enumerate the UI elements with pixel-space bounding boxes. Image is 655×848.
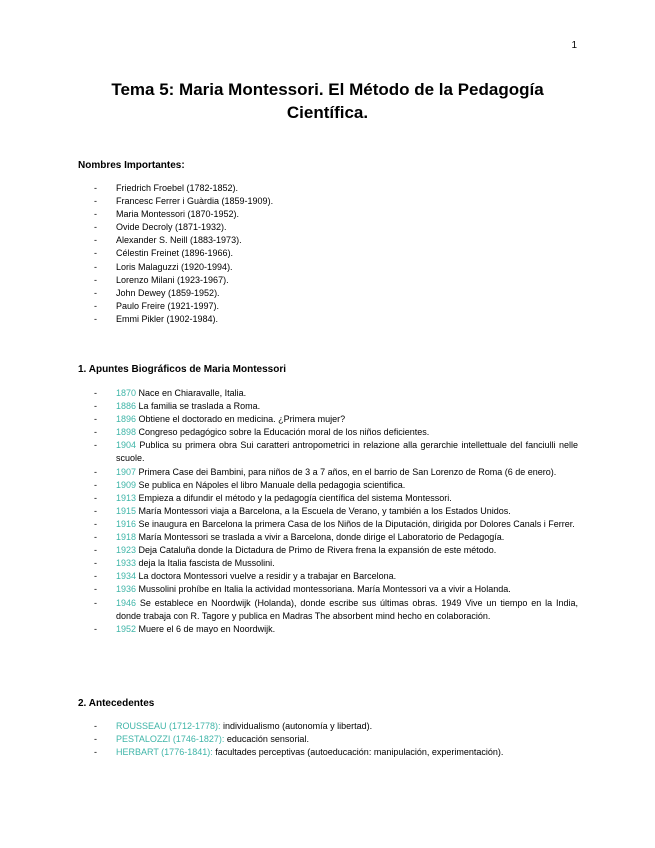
event-text: Obtiene el doctorado en medicina. ¿Primera mujer? (136, 414, 346, 425)
list-item (94, 466, 578, 479)
list-item (94, 413, 578, 426)
bullet-dash: - (94, 479, 97, 490)
year-label: 1904 (116, 440, 137, 451)
year-label: 1934 (116, 571, 137, 582)
name-text: Francesc Ferrer i Guàrdia (1859-1909). (116, 196, 274, 207)
author-label: ROUSSEAU (1712-1778): (116, 721, 221, 731)
event-text: Se establece en Noordwijk (Holanda), donde escribe sus últimas obras. 1949 Vive un tiempo en la India, donde trabaja con R. Tagore y publica en Madras The absorbent mind hecho en colaboración. (116, 597, 578, 621)
event-text: María Montessori viaja a Barcelona, a la Escuela de Verano, y también a los Estados Unidos. (136, 505, 511, 516)
year-label: 1946 (116, 597, 137, 608)
event-text: Se inaugura en Barcelona la primera Casa de los Niños de la Diputación, dirigida por Dolores Canals i Ferrer. (136, 518, 575, 529)
bullet-dash: - (94, 222, 97, 233)
antecedent-text: facultades perceptivas (autoeducación: manipulación, experimentación). (212, 747, 504, 758)
year-label: 1870 (116, 388, 137, 398)
event-text: Mussolini prohíbe en Italia la actividad montessoriana. María Montessori va a vivir a Holanda. (136, 584, 511, 595)
bullet-dash: - (94, 196, 97, 207)
list-item (94, 492, 578, 505)
list-item (94, 597, 578, 623)
year-label: 1923 (116, 545, 137, 556)
bullet-dash: - (94, 571, 97, 582)
bullet-dash: - (94, 287, 97, 298)
bullet-dash: - (94, 427, 97, 438)
list-item (94, 261, 578, 274)
list-item (94, 234, 578, 247)
list-item (94, 208, 578, 221)
list-item (94, 479, 578, 492)
antecedents-list (94, 720, 578, 759)
antecedents-heading: 2. Antecedentes (78, 698, 155, 709)
year-label: 1907 (116, 466, 137, 477)
name-text: Célestin Freinet (1896-1966). (116, 248, 234, 259)
year-label: 1952 (116, 623, 137, 634)
list-item (94, 274, 578, 287)
name-text: Alexander S. Neill (1883-1973). (116, 235, 242, 246)
important-names-list (94, 182, 578, 326)
list-item (94, 313, 578, 326)
bullet-dash: - (94, 545, 97, 556)
list-item (94, 439, 578, 465)
bullet-dash: - (94, 261, 97, 272)
list-item (94, 570, 578, 583)
year-label: 1936 (116, 584, 137, 595)
bullet-dash: - (94, 623, 97, 634)
list-item (94, 195, 578, 208)
list-item (94, 387, 578, 400)
page-title: Tema 5: Maria Montessori. El Método de la Pedagogía Científica. (111, 80, 544, 122)
list-item (94, 300, 578, 313)
event-text: María Montessori se traslada a vivir a Barcelona, donde dirige el Laboratorio de Pedagogía. (136, 532, 505, 543)
year-label: 1933 (116, 558, 137, 569)
name-text: Lorenzo Milani (1923-1967). (116, 274, 229, 285)
list-item (94, 400, 578, 413)
bullet-dash: - (94, 248, 97, 259)
event-text: Congreso pedagógico sobre la Educación moral de los niños deficientes. (136, 427, 430, 438)
event-text: La familia se traslada a Roma. (136, 401, 261, 412)
list-item (94, 182, 578, 195)
page-number: 1 (571, 40, 577, 51)
event-text: Muere el 6 de mayo en Noordwijk. (136, 623, 276, 634)
event-text: Primera Case dei Bambini, para niños de 3 a 7 años, en el barrio de San Lorenzo de Roma (6 de enero). (136, 466, 557, 477)
author-label: HERBART (1776-1841): (116, 747, 213, 758)
list-item (94, 247, 578, 260)
bullet-dash: - (94, 274, 97, 285)
list-item (94, 518, 578, 531)
list-item (94, 557, 578, 570)
list-item (94, 287, 578, 300)
year-label: 1886 (116, 401, 137, 412)
bullet-dash: - (94, 721, 97, 731)
antecedent-text: educación sensorial. (224, 734, 309, 745)
bullet-dash: - (94, 414, 97, 425)
bullet-dash: - (94, 183, 97, 193)
bullet-dash: - (94, 235, 97, 246)
list-item (94, 544, 578, 557)
event-text: Deja Cataluña donde la Dictadura de Primo de Rivera frena la expansión de este método. (136, 545, 497, 556)
bullet-dash: - (94, 388, 97, 398)
year-label: 1915 (116, 505, 137, 516)
event-text: Nace en Chiaravalle, Italia. (136, 388, 247, 398)
year-label: 1909 (116, 479, 137, 490)
list-item (94, 221, 578, 234)
bullet-dash: - (94, 300, 97, 311)
bullet-dash: - (94, 518, 97, 529)
year-label: 1913 (116, 492, 137, 503)
bullet-dash: - (94, 747, 97, 758)
year-label: 1896 (116, 414, 137, 425)
event-text: Se publica en Nápoles el libro Manuale della pedagogia scientifica. (136, 479, 406, 490)
list-item (94, 623, 578, 636)
name-text: Ovide Decroly (1871-1932). (116, 222, 227, 233)
name-text: Emmi Pikler (1902-1984). (116, 313, 219, 324)
event-text: Empieza a difundir el método y la pedagogía científica del sistema Montessori. (136, 492, 452, 503)
name-text: Paulo Freire (1921-1997). (116, 300, 220, 311)
author-label: PESTALOZZI (1746-1827): (116, 734, 225, 745)
bullet-dash: - (94, 440, 97, 451)
important-names-heading: Nombres Importantes: (78, 160, 185, 171)
antecedent-text: individualismo (autonomía y libertad). (220, 721, 373, 731)
event-text: Publica su primera obra Sui caratteri antropometrici in relazione alla gerarchie intellettuale del fanciulli nelle scuole. (116, 440, 578, 464)
year-label: 1918 (116, 532, 137, 543)
list-item (94, 733, 578, 746)
list-item (94, 720, 578, 733)
list-item (94, 583, 578, 596)
name-text: Maria Montessori (1870-1952). (116, 209, 240, 220)
bullet-dash: - (94, 584, 97, 595)
biography-list (94, 387, 578, 636)
biography-heading: 1. Apuntes Biográficos de Maria Montessori (78, 364, 287, 375)
bullet-dash: - (94, 401, 97, 412)
name-text: Loris Malaguzzi (1920-1994). (116, 261, 233, 272)
event-text: La doctora Montessori vuelve a residir y a trabajar en Barcelona. (136, 571, 397, 582)
bullet-dash: - (94, 313, 97, 324)
bullet-dash: - (94, 492, 97, 503)
bullet-dash: - (94, 597, 97, 608)
event-text: deja la Italia fascista de Mussolini. (136, 558, 275, 569)
bullet-dash: - (94, 505, 97, 516)
bullet-dash: - (94, 532, 97, 543)
list-item (94, 746, 578, 759)
name-text: Friedrich Froebel (1782-1852). (116, 183, 239, 193)
list-item (94, 531, 578, 544)
bullet-dash: - (94, 466, 97, 477)
bullet-dash: - (94, 558, 97, 569)
list-item (94, 426, 578, 439)
year-label: 1898 (116, 427, 137, 438)
year-label: 1916 (116, 518, 137, 529)
list-item (94, 505, 578, 518)
bullet-dash: - (94, 734, 97, 745)
name-text: John Dewey (1859-1952). (116, 287, 220, 298)
bullet-dash: - (94, 209, 97, 220)
